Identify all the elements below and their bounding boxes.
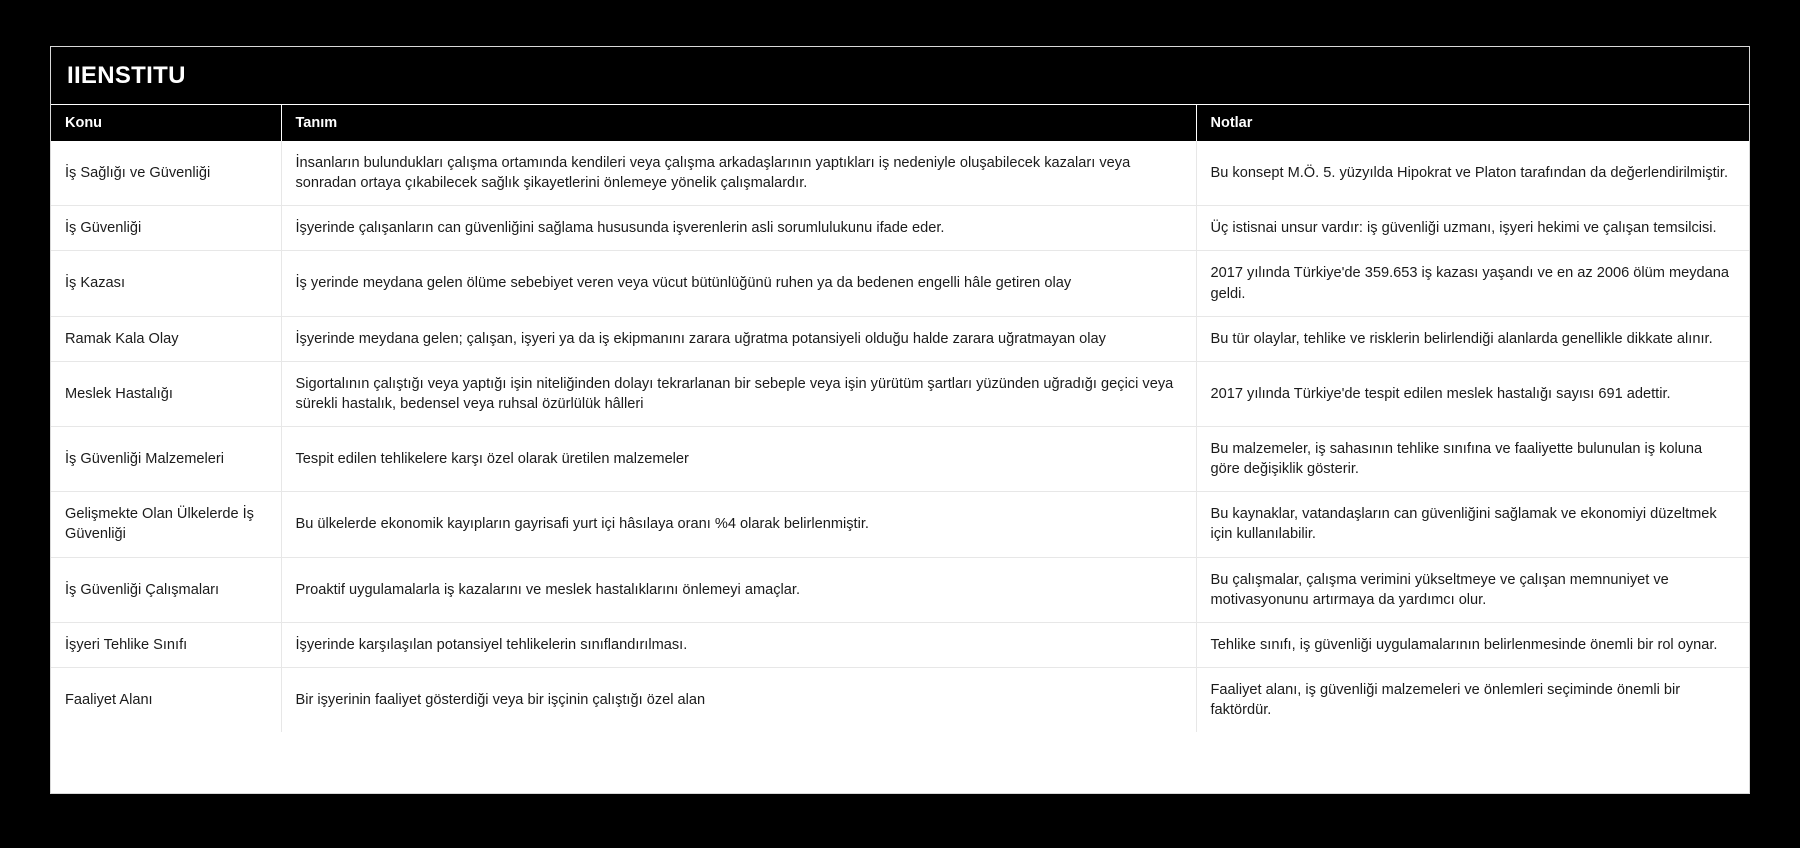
cell-konu: İş Kazası	[51, 251, 281, 316]
table-row[interactable]	[51, 667, 1749, 732]
table-scroll-region[interactable]	[51, 105, 1749, 793]
table-row[interactable]	[51, 141, 1749, 206]
cell-konu: Ramak Kala Olay	[51, 316, 281, 361]
cell-notlar: Bu kaynaklar, vatandaşların can güvenliğini sağlamak ve ekonomiyi düzeltmek için kullanılabilir.	[1210, 506, 1717, 543]
cell-konu: İşyeri Tehlike Sınıfı	[51, 622, 281, 667]
brand-header	[51, 47, 1749, 105]
cell-konu: İş Güvenliği Çalışmaları	[51, 557, 281, 622]
cell-notlar: 2017 yılında Türkiye'de 359.653 iş kazası yaşandı ve en az 2006 ölüm meydana geldi.	[1210, 265, 1729, 302]
cell-konu: İş Sağlığı ve Güvenliği	[51, 141, 281, 206]
table-row[interactable]	[51, 316, 1749, 361]
cell-tanim: İnsanların bulundukları çalışma ortamında kendileri veya çalışma arkadaşlarının yaptıkları iş nedeniyle oluşabilecek kazaları veya sonradan ortaya çıkabilecek sağlık şikayetlerini önlemeye yönelik çalışmalardır.	[281, 141, 1196, 206]
cell-tanim: Proaktif uygulamalarla iş kazalarını ve meslek hastalıklarını önlemeyi amaçlar.	[281, 557, 1196, 622]
table-card	[50, 46, 1750, 794]
cell-tanim: İşyerinde çalışanların can güvenliğini sağlama hususunda işverenlerin asli sorumlulukunu ifade eder.	[281, 206, 1196, 251]
table-row[interactable]	[51, 557, 1749, 622]
cell-tanim: Bu ülkelerde ekonomik kayıpların gayrisafi yurt içi hâsılaya oranı %4 olarak belirlenmiştir.	[281, 492, 1196, 557]
cell-notlar: Faaliyet alanı, iş güvenliği malzemeleri ve önlemleri seçiminde önemli bir faktördür.	[1210, 681, 1681, 718]
cell-konu: Faaliyet Alanı	[51, 667, 281, 732]
cell-tanim: Bir işyerinin faaliyet gösterdiği veya bir işçinin çalıştığı özel alan	[281, 667, 1196, 732]
table-body	[51, 141, 1749, 732]
table-head	[51, 105, 1749, 141]
table-row[interactable]	[51, 206, 1749, 251]
table-row[interactable]	[51, 361, 1749, 426]
cell-notlar: Bu çalışmalar, çalışma verimini yükseltmeye ve çalışan memnuniyet ve motivasyonunu artırmaya da yardımcı olur.	[1210, 571, 1669, 608]
cell-tanim: İşyerinde karşılaşılan potansiyel tehlikelerin sınıflandırılması.	[281, 622, 1196, 667]
column-header-tanim[interactable]: Tanım	[281, 105, 1196, 141]
cell-tanim: Tespit edilen tehlikelere karşı özel olarak üretilen malzemeler	[281, 427, 1196, 492]
glossary-table	[51, 105, 1749, 732]
cell-notlar: Bu tür olaylar, tehlike ve risklerin belirlendiği alanlarda genellikle dikkate alınır.	[1210, 330, 1713, 347]
cell-notlar: Tehlike sınıfı, iş güvenliği uygulamalarının belirlenmesinde önemli bir rol oynar.	[1210, 636, 1718, 653]
cell-konu: Gelişmekte Olan Ülkelerde İş Güvenliği	[51, 492, 281, 557]
cell-notlar: Bu malzemeler, iş sahasının tehlike sınıfına ve faaliyette bulunulan iş koluna göre değişiklik gösterir.	[1210, 441, 1703, 478]
brand-title: IIENSTITU	[67, 61, 186, 89]
table-row[interactable]	[51, 492, 1749, 557]
table-row[interactable]	[51, 622, 1749, 667]
cell-konu: İş Güvenliği	[51, 206, 281, 251]
cell-notlar: Bu konsept M.Ö. 5. yüzyılda Hipokrat ve Platon tarafından da değerlendirilmiştir.	[1210, 165, 1729, 182]
table-header-row	[51, 105, 1749, 141]
table-row[interactable]	[51, 427, 1749, 492]
cell-tanim: Sigortalının çalıştığı veya yaptığı işin niteliğinden dolayı tekrarlanan bir sebeple veya işin yürütüm şartları yüzünden uğradığı geçici veya sürekli hastalık, bedensel veya ruhsal özürlülük hâlleri	[281, 361, 1196, 426]
cell-notlar: 2017 yılında Türkiye'de tespit edilen meslek hastalığı sayısı 691 adettir.	[1210, 385, 1671, 402]
table-row[interactable]	[51, 251, 1749, 316]
column-header-notlar[interactable]: Notlar	[1210, 115, 1253, 131]
cell-tanim: İş yerinde meydana gelen ölüme sebebiyet veren veya vücut bütünlüğünü ruhen ya da bedenen engelli hâle getiren olay	[281, 251, 1196, 316]
cell-tanim: İşyerinde meydana gelen; çalışan, işyeri ya da iş ekipmanını zarara uğratma potansiyeli olduğu halde zarara uğratmayan olay	[281, 316, 1196, 361]
cell-konu: İş Güvenliği Malzemeleri	[51, 427, 281, 492]
cell-notlar: Üç istisnai unsur vardır: iş güvenliği uzmanı, işyeri hekimi ve çalışan temsilcisi.	[1210, 220, 1717, 237]
cell-konu: Meslek Hastalığı	[51, 361, 281, 426]
column-header-konu[interactable]: Konu	[51, 105, 281, 141]
